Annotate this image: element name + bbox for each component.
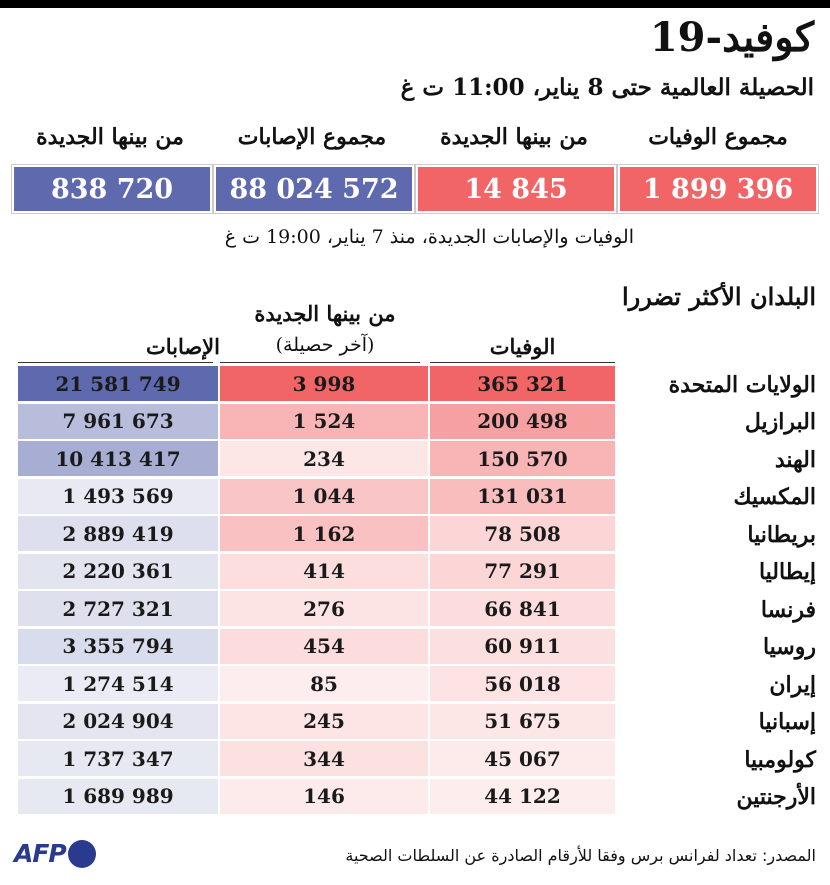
country-label: إسبانيا <box>758 709 816 735</box>
deaths-cell: 77 291 <box>430 554 615 591</box>
deaths-cell: 78 508 <box>430 516 615 553</box>
cases-cell: 1 493 569 <box>18 479 218 516</box>
cases-cell: 1 689 989 <box>18 779 218 816</box>
afp-logo-text: AFP <box>14 839 66 868</box>
cases-cell: 2 220 361 <box>18 554 218 591</box>
summary-box-new-deaths <box>416 165 616 213</box>
summary-value-total-deaths: 1 899 396 <box>642 173 794 205</box>
country-label: الهند <box>774 446 816 473</box>
top-black-bar <box>0 0 830 8</box>
summary-value-new-deaths: 14 845 <box>464 173 568 205</box>
country-label: روسيا <box>762 634 816 660</box>
cases-cell: 2 727 321 <box>18 591 218 628</box>
deaths-cell: 66 841 <box>430 591 615 628</box>
column-header-new: من بينها الجديدة <box>254 301 396 326</box>
summary-box-total-cases <box>214 165 414 213</box>
cases-cell: 1 737 347 <box>18 741 218 778</box>
country-label: بريطانيا <box>747 521 816 548</box>
cases-cell: 1 274 514 <box>18 666 218 703</box>
summary-label-total-deaths: مجموع الوفيات <box>648 124 788 150</box>
country-label: إيران <box>769 671 816 698</box>
new-deaths-cell: 85 <box>220 666 428 703</box>
new-deaths-cell: 234 <box>220 441 428 478</box>
country-label: إيطاليا <box>758 559 816 585</box>
summary-value-new-cases: 838 720 <box>50 173 174 205</box>
new-deaths-cell: 276 <box>220 591 428 628</box>
cases-cell: 10 413 417 <box>18 441 218 478</box>
deaths-cell: 44 122 <box>430 779 615 816</box>
page-title: كوفيد-19 <box>649 14 814 61</box>
deaths-cell: 45 067 <box>430 741 615 778</box>
source-note: المصدر: تعداد لفرانس برس وفقا للأرقام الصادرة عن السلطات الصحية <box>345 846 816 865</box>
cases-cell: 21 581 749 <box>18 366 218 403</box>
country-label: فرنسا <box>760 596 816 623</box>
column-header-deaths: الوفيات <box>489 334 556 359</box>
summary-value-total-cases: 88 024 572 <box>229 173 399 205</box>
country-label: الأرجنتين <box>736 784 816 810</box>
page-subtitle: الحصيلة العالمية حتى 8 يناير، 11:00 ت غ <box>400 74 814 101</box>
new-deaths-cell: 344 <box>220 741 428 778</box>
cases-cell: 2 889 419 <box>18 516 218 553</box>
cases-cell: 3 355 794 <box>18 629 218 666</box>
header-divider-new <box>220 362 420 363</box>
header-divider-cases <box>18 362 213 363</box>
summary-label-new-deaths: من بينها الجديدة <box>440 124 588 150</box>
deaths-cell: 131 031 <box>430 479 615 516</box>
cases-cell: 2 024 904 <box>18 704 218 741</box>
deaths-cell: 200 498 <box>430 404 615 441</box>
section-title: البلدان الأكثر تضررا <box>621 282 816 311</box>
deaths-cell: 60 911 <box>430 629 615 666</box>
country-label: البرازيل <box>744 409 816 435</box>
new-deaths-cell: 1 524 <box>220 404 428 441</box>
deaths-cell: 56 018 <box>430 666 615 703</box>
new-deaths-cell: 146 <box>220 779 428 816</box>
new-deaths-cell: 245 <box>220 704 428 741</box>
afp-logo <box>14 839 96 868</box>
country-label: كولومبيا <box>744 746 816 773</box>
new-deaths-cell: 414 <box>220 554 428 591</box>
summary-label-total-cases: مجموع الإصابات <box>237 124 387 150</box>
deaths-cell: 365 321 <box>430 366 615 403</box>
new-deaths-cell: 1 162 <box>220 516 428 553</box>
afp-circle-icon <box>68 840 96 868</box>
country-label: الولايات المتحدة <box>668 371 816 398</box>
deaths-cell: 51 675 <box>430 704 615 741</box>
summary-label-new-cases: من بينها الجديدة <box>36 124 184 150</box>
header-divider-deaths <box>430 362 615 363</box>
cases-cell: 7 961 673 <box>18 404 218 441</box>
new-deaths-cell: 3 998 <box>220 366 428 403</box>
deaths-cell: 150 570 <box>430 441 615 478</box>
column-subheader-latest: (آخر حصيلة) <box>275 334 375 356</box>
new-deaths-cell: 1 044 <box>220 479 428 516</box>
summary-box-new-cases <box>12 165 212 213</box>
new-figures-note: الوفيات والإصابات الجديدة، منذ 7 يناير، 19:00 ت غ <box>224 226 634 248</box>
country-label: المكسيك <box>733 484 816 510</box>
summary-box-total-deaths <box>618 165 818 213</box>
column-header-cases: الإصابات <box>145 334 220 359</box>
new-deaths-cell: 454 <box>220 629 428 666</box>
